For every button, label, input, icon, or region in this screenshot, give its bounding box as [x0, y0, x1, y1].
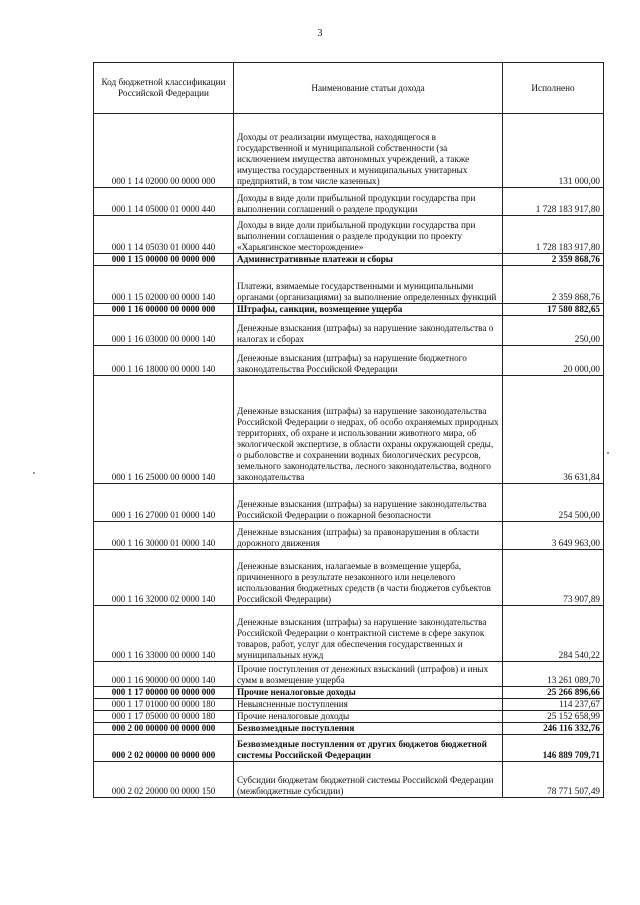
row-name: Платежи, взимаемые государственными и муниципальными органами (организациями) за выполнение определенных функций — [234, 266, 503, 304]
row-amount: 146 889 709,71 — [503, 735, 604, 762]
row-amount: 2 359 868,76 — [503, 254, 604, 266]
table-row — [94, 762, 604, 798]
table-row — [94, 550, 604, 606]
table-row — [94, 522, 604, 550]
row-code: 000 1 16 00000 00 0000 000 — [94, 304, 234, 316]
table-row — [94, 711, 604, 723]
row-code: 000 1 16 32000 02 0000 140 — [94, 550, 234, 606]
table-row — [94, 304, 604, 316]
row-code: 000 1 17 01000 00 0000 180 — [94, 699, 234, 711]
row-name: Доходы в виде доли прибыльной продукции государства при выполнении соглашения о разделе продукции по проекту «Харьягинское месторождение» — [234, 216, 503, 254]
row-code: 000 1 16 30000 01 0000 140 — [94, 522, 234, 550]
table-header-row — [94, 63, 604, 114]
row-code: 000 2 00 00000 00 0000 000 — [94, 723, 234, 735]
row-amount: 17 580 882,65 — [503, 304, 604, 316]
row-code: 000 2 02 20000 00 0000 150 — [94, 762, 234, 798]
table-body — [94, 114, 604, 798]
header-code: Код бюджетной классификации Российской Федерации — [94, 63, 234, 114]
row-name: Субсидии бюджетам бюджетной системы Российской Федерации (межбюджетные субсидии) — [234, 762, 503, 798]
table-row — [94, 723, 604, 735]
scan-speck — [607, 452, 609, 454]
scan-speck — [33, 472, 35, 474]
row-amount: 25 266 896,66 — [503, 687, 604, 699]
table-row — [94, 735, 604, 762]
header-amount: Исполнено — [503, 63, 604, 114]
header-name: Наименование статьи дохода — [234, 63, 503, 114]
revenue-table — [93, 62, 604, 798]
row-name: Прочие неналоговые доходы — [234, 687, 503, 699]
row-name: Доходы от реализации имущества, находящегося в государственной и муниципальной собственности (за исключением имущества автономных учреждений, а также имущества государственных и муниципальных унитарных предприятий, в том числе казенных) — [234, 114, 503, 188]
row-name: Безвозмездные поступления — [234, 723, 503, 735]
table-row — [94, 316, 604, 346]
table-row — [94, 346, 604, 376]
row-amount: 114 237,67 — [503, 699, 604, 711]
row-amount: 78 771 507,49 — [503, 762, 604, 798]
row-name: Прочие неналоговые доходы — [234, 711, 503, 723]
row-name: Денежные взыскания (штрафы) за нарушение бюджетного законодательства Российской Федерации — [234, 346, 503, 376]
row-amount: 3 649 963,00 — [503, 522, 604, 550]
row-name: Денежные взыскания, налагаемые в возмещение ущерба, причиненного в результате незаконного или нецелевого использования бюджетных средств (в части бюджетов субъектов Российской Федерации) — [234, 550, 503, 606]
row-amount: 284 540,22 — [503, 606, 604, 662]
row-amount: 1 728 183 917,80 — [503, 216, 604, 254]
row-amount: 250,00 — [503, 316, 604, 346]
table-row — [94, 114, 604, 188]
row-amount: 2 359 868,76 — [503, 266, 604, 304]
table-row — [94, 266, 604, 304]
row-code: 000 1 16 33000 00 0000 140 — [94, 606, 234, 662]
row-name: Прочие поступления от денежных взысканий (штрафов) и иных сумм в возмещение ущерба — [234, 662, 503, 687]
row-name: Административные платежи и сборы — [234, 254, 503, 266]
table-header — [94, 63, 604, 114]
row-amount: 13 261 089,70 — [503, 662, 604, 687]
row-name: Доходы в виде доли прибыльной продукции государства при выполнении соглашений о разделе продукции — [234, 188, 503, 216]
row-code: 000 2 02 00000 00 0000 000 — [94, 735, 234, 762]
row-amount: 25 152 658,99 — [503, 711, 604, 723]
table-row — [94, 606, 604, 662]
table-row — [94, 216, 604, 254]
row-name: Безвозмездные поступления от других бюджетов бюджетной системы Российской Федерации — [234, 735, 503, 762]
table-row — [94, 699, 604, 711]
row-code: 000 1 15 00000 00 0000 000 — [94, 254, 234, 266]
row-code: 000 1 14 05000 01 0000 440 — [94, 188, 234, 216]
table-row — [94, 376, 604, 484]
row-code: 000 1 16 25000 00 0000 140 — [94, 376, 234, 484]
row-code: 000 1 14 02000 00 0000 000 — [94, 114, 234, 188]
row-name: Денежные взыскания (штрафы) за нарушение законодательства Российской Федерации о контрактной системе в сфере закупок товаров, работ, услуг для обеспечения государственных и муниципальных нужд — [234, 606, 503, 662]
table-row — [94, 254, 604, 266]
row-name: Денежные взыскания (штрафы) за нарушение законодательства Российской Федерации о пожарной безопасности — [234, 484, 503, 522]
row-amount: 131 000,00 — [503, 114, 604, 188]
table-row — [94, 662, 604, 687]
row-name: Штрафы, санкции, возмещение ущерба — [234, 304, 503, 316]
row-name: Денежные взыскания (штрафы) за нарушение законодательства Российской Федерации о недрах, об особо охраняемых природных территориях, об охране и использовании животного мира, об экологической экспертизе, в области охраны окружающей среды, о рыболовстве и сохранении водных биологических ресурсов, земельного законодательства, лесного законодательства, водного законодательства — [234, 376, 503, 484]
row-amount: 254 500,00 — [503, 484, 604, 522]
row-amount: 73 907,89 — [503, 550, 604, 606]
table-row — [94, 687, 604, 699]
row-code: 000 1 15 02000 00 0000 140 — [94, 266, 234, 304]
row-code: 000 1 16 27000 01 0000 140 — [94, 484, 234, 522]
row-code: 000 1 16 18000 00 0000 140 — [94, 346, 234, 376]
row-amount: 36 631,84 — [503, 376, 604, 484]
table-row — [94, 484, 604, 522]
row-code: 000 1 17 05000 00 0000 180 — [94, 711, 234, 723]
row-amount: 20 000,00 — [503, 346, 604, 376]
row-code: 000 1 16 90000 00 0000 140 — [94, 662, 234, 687]
row-name: Денежные взыскания (штрафы) за нарушение законодательства о налогах и сборах — [234, 316, 503, 346]
row-name: Невыясненные поступления — [234, 699, 503, 711]
row-amount: 1 728 183 917,80 — [503, 188, 604, 216]
row-code: 000 1 16 03000 00 0000 140 — [94, 316, 234, 346]
row-code: 000 1 17 00000 00 0000 000 — [94, 687, 234, 699]
table-row — [94, 188, 604, 216]
page-number: 3 — [317, 28, 323, 39]
row-amount: 246 116 332,76 — [503, 723, 604, 735]
row-code: 000 1 14 05030 01 0000 440 — [94, 216, 234, 254]
row-name: Денежные взыскания (штрафы) за правонарушения в области дорожного движения — [234, 522, 503, 550]
